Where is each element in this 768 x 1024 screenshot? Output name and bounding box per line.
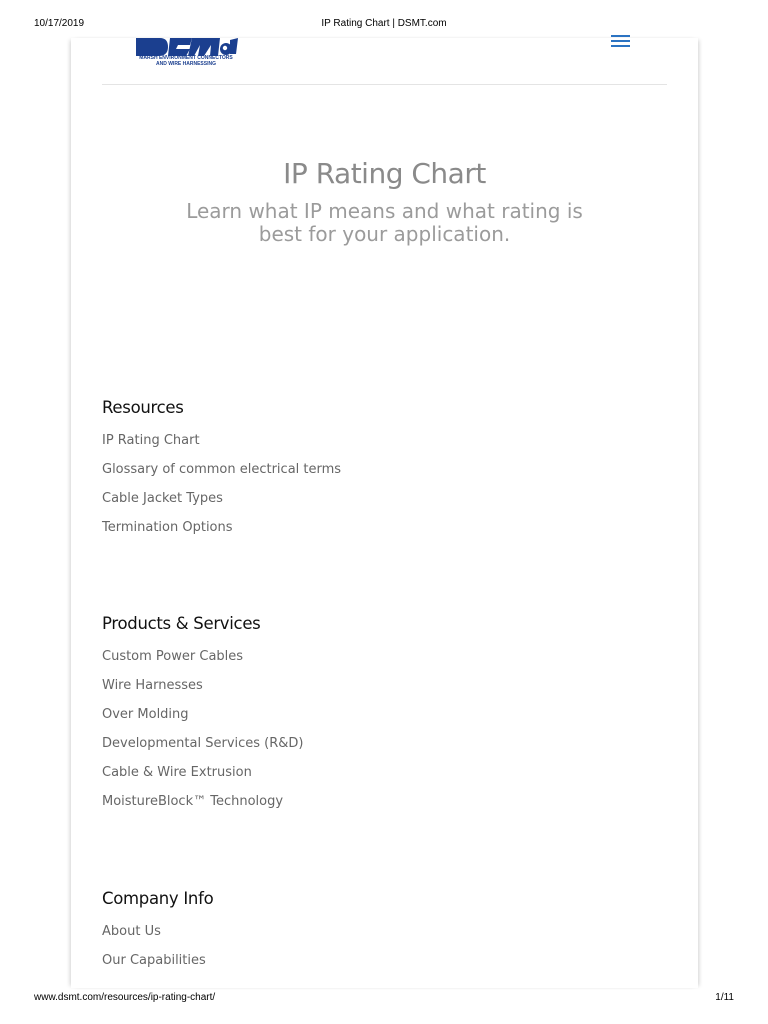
print-header: [0, 18, 768, 32]
logo-tagline-line-1: MARSH ENVIRONMENT CONNECTORS: [139, 55, 233, 61]
hamburger-menu-icon[interactable]: [610, 35, 632, 53]
link-termination-options[interactable]: Termination Options: [102, 520, 233, 535]
print-page-title: IP Rating Chart | DSMT.com: [321, 18, 447, 29]
link-our-capabilities[interactable]: Our Capabilities: [102, 953, 206, 968]
footer-section-company: [102, 889, 642, 978]
footer-section-products: [102, 614, 642, 819]
print-url: www.dsmt.com/resources/ip-rating-chart/: [34, 992, 216, 1003]
link-cable-jacket-types[interactable]: Cable Jacket Types: [102, 491, 223, 506]
dsmt-logo[interactable]: [134, 38, 238, 70]
site-header: [102, 38, 667, 85]
link-moistureblock[interactable]: MoistureBlock™ Technology: [102, 794, 284, 809]
section-heading: Products & Services: [102, 614, 261, 633]
footer-section-resources: [102, 398, 642, 545]
link-cable-wire-extrusion[interactable]: Cable & Wire Extrusion: [102, 765, 252, 780]
link-glossary[interactable]: Glossary of common electrical terms: [102, 462, 342, 477]
link-ip-rating-chart[interactable]: IP Rating Chart: [102, 433, 200, 448]
link-over-molding[interactable]: Over Molding: [102, 707, 189, 722]
link-custom-power-cables[interactable]: Custom Power Cables: [102, 649, 244, 664]
print-footer: [0, 992, 768, 1006]
page-title: IP Rating Chart: [283, 157, 486, 190]
link-wire-harnesses[interactable]: Wire Harnesses: [102, 678, 203, 693]
section-heading: Resources: [102, 398, 184, 417]
link-developmental-services[interactable]: Developmental Services (R&D): [102, 736, 304, 751]
print-page-number: 1/11: [715, 992, 734, 1003]
logo-mark-icon: [134, 38, 238, 56]
page-content: [71, 38, 698, 988]
print-date: 10/17/2019: [34, 18, 85, 29]
section-heading: Company Info: [102, 889, 214, 908]
link-about-us[interactable]: About Us: [102, 924, 161, 939]
page-subtitle: Learn what IP means and what rating is best for your application.: [186, 199, 583, 246]
logo-tagline-line-2: AND WIRE HARNESSING: [155, 61, 216, 67]
